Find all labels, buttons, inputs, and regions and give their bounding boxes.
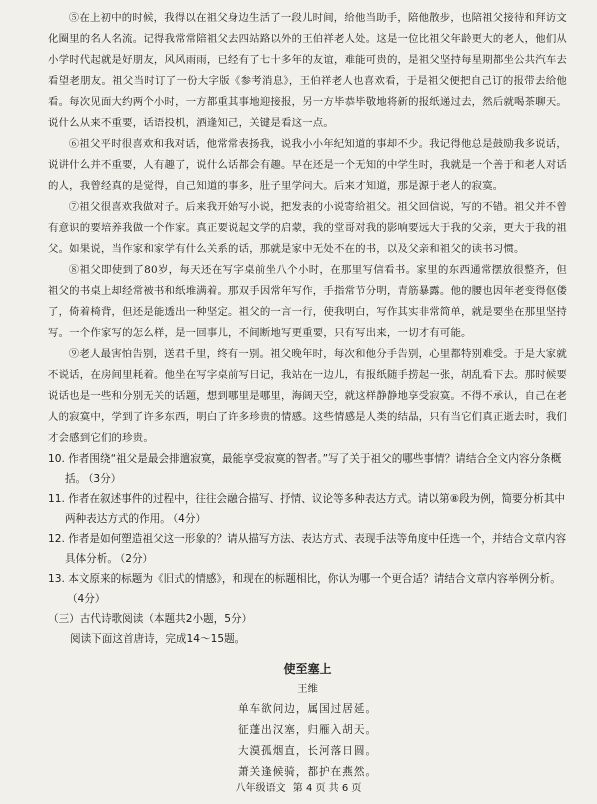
passage-paragraph-9: ⑨老人最害怕告别，送君千里，终有一别。祖父晚年时，每次和他分手告别，心里都特别难受。于是大家就不说话，在房间里耗着。他坐在写字桌前写日记，我站在一边儿，有报纸随手捞起一张，胡乱看下去。那时候要说话也是一些和分别无关的话题，想到哪里是哪里，海阔天空，就这样静静地享受寂寞。不得不承认，自己在老人的寂寞中，学到了许多东西，明白了许多珍贵的情感。这些情感是人类的结晶，只有当它们真正逝去时，我们才会感到它们的珍贵。 (48, 348, 567, 444)
footer-page-number: 第 4 页 共 6 页 (292, 783, 362, 794)
poem-title: 使至塞上 (283, 662, 332, 676)
question-score: （3分） (88, 473, 122, 485)
question-13 (48, 569, 567, 609)
question-score: （2分） (119, 553, 154, 565)
page-footer (0, 779, 597, 794)
question-score: （4分） (66, 593, 106, 605)
question-score: （4分） (172, 513, 207, 525)
question-12 (48, 529, 567, 569)
poem-line: 大漠孤烟直，长河落日圆。 (237, 745, 378, 757)
question-11 (48, 489, 567, 529)
section-instruction: 阅读下面这首唐诗，完成14～15题。 (70, 633, 246, 645)
question-text: 12. 作者是如何塑造祖父这一形象的？请从描写方法、表达方式、表现手法等角度中任选一个，并结合文章内容具体分析。 (48, 533, 567, 565)
poem-line: 征蓬出汉塞，归雁入胡天。 (237, 724, 378, 736)
question-list (48, 449, 567, 609)
question-text: 13. 本文原来的标题为《旧式的情感》，和现在的标题相比，你认为哪一个更合适？请结合文章内容举例分析。 (48, 573, 561, 585)
poem-line: 单车欲问边，属国过居延。 (237, 703, 378, 715)
passage-paragraph-5: ⑤在上初中的时候，我得以在祖父身边生活了一段儿时间，给他当助手，陪他散步，也陪祖父接待和拜访文化圈里的名人名流。记得我常常陪祖父去四站路以外的王伯祥老人处。这是一位比祖父年龄更大的老人，他们从小学时代起就是好朋友，风风雨雨，已经有了七十多年的友谊，难能可贵的，是祖父坚持每星期都坐公共汽车去看望老朋友。祖父当时订了一份大字版《参考消息》，王伯祥老人也喜欢看，于是祖父便把自己订的报带去给他看。每次见面大约两个小时，一方都重其事地迎接报，另一方毕恭毕敬地将新的报纸递过去，然后就喝茶聊天。说什么从来不重要，话语投机，酒逢知己，关键是看这一点。 (48, 12, 567, 129)
passage-paragraph-6: ⑥祖父平时很喜欢和我对话，他常常表扬我，说我小小年纪知道的事却不少。我记得他总是鼓励我多说话，说讲什么并不重要，人有趣了，说什么话都会有趣。早在还是一个无知的中学生时，我就是一个善于和老人对话的人，我曾经真的是觉得，自己知道的事多，肚子里学问大。后来才知道，那是源于老人的寂寞。 (48, 138, 567, 192)
reading-passage (48, 8, 567, 449)
passage-paragraph-8: ⑧祖父即使到了80岁，每天还在写字桌前坐八个小时，在那里写信看书。家里的东西通常摆放很整齐，但祖父的书桌上却经常被书和纸堆满着。那双手因常年写作，手指常节分明，青筋暴露。他的腰也因年老变得伛偻了，倚着椅背，但还是能透出一种坚定。祖父的一言一行，使我明白，写作其实非常简单，就是要坐在那里坚持写。一个作家写的怎么样，是一回事儿，不间断地写更重要，只有写出来，一切才有可能。 (48, 264, 567, 339)
section-heading: （三）古代诗歌阅读（本题共2小题，5分） (48, 613, 253, 625)
passage-paragraph-7: ⑦祖父很喜欢我做对子。后来我开始写小说，把发表的小说寄给祖父。祖父回信说，写的不错。祖父并不曾有意识的要培养我做一个作家。真正要说起文学的启蒙，我的堂哥对我的影响要远大于我的父亲，更大于我的祖父。如果说，当作家和家学有什么关系的话，那就是家中无处不在的书，以及父亲和祖父的读书习惯。 (48, 201, 567, 255)
poem-line: 萧关逢候骑，都护在燕然。 (237, 766, 378, 778)
question-text: 10. 作者围绕“祖父是最会排遣寂寞，最能享受寂寞的智者。”写了关于祖父的哪些事情？请结合全文内容分条概括。 (48, 453, 562, 485)
poem-author: 王维 (297, 683, 318, 695)
question-text: 11. 作者在叙述事件的过程中，往往会融合描写、抒情、议论等多种表达方式。请以第⑧段为例，简要分析其中两种表达方式的作用。 (48, 493, 566, 525)
question-10 (48, 449, 567, 489)
footer-subject: 八年级语文 (235, 783, 286, 794)
poem (48, 659, 567, 783)
